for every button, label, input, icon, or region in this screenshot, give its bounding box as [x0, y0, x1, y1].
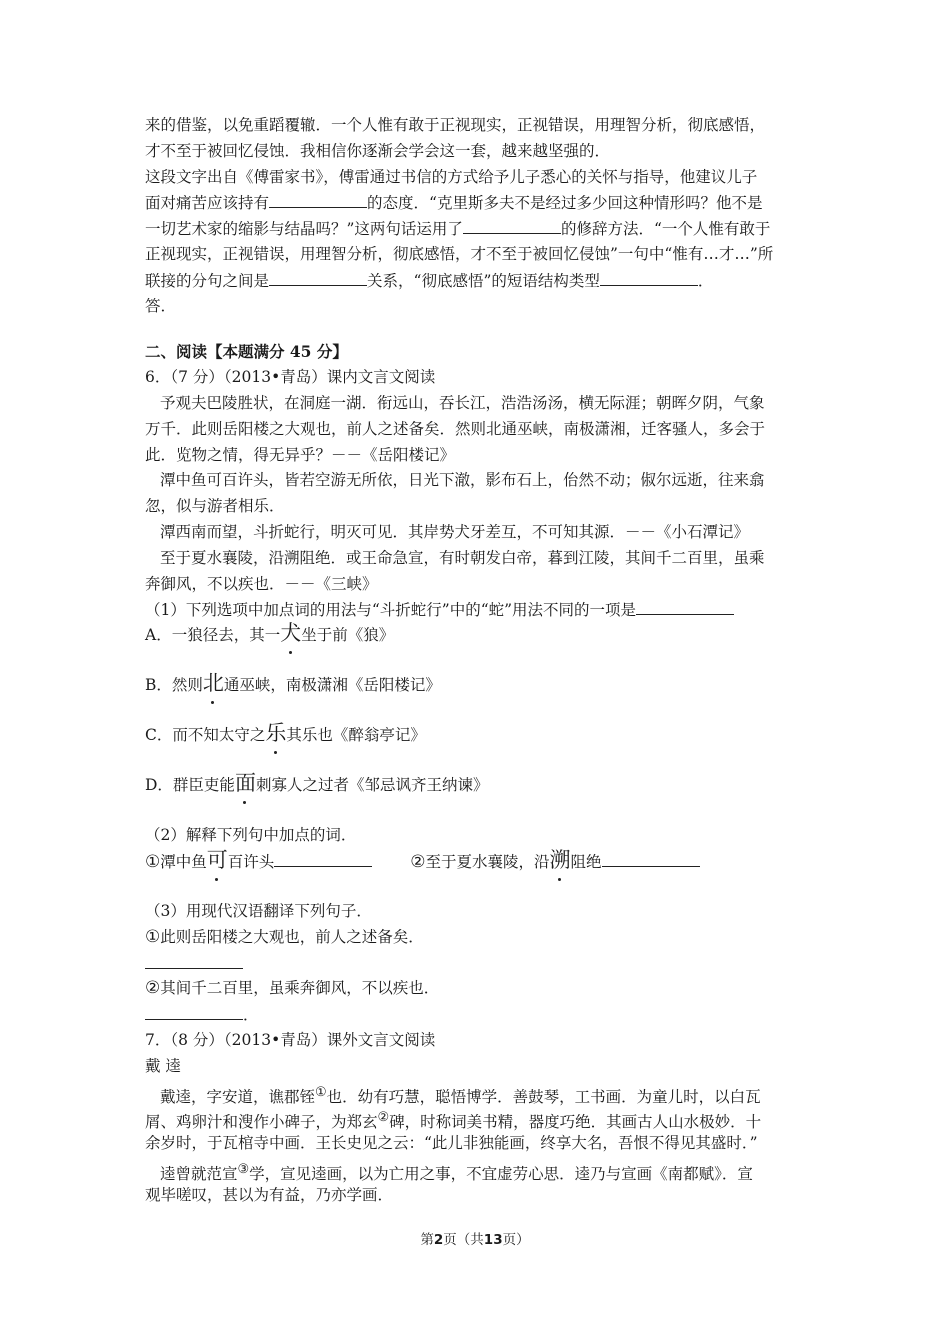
passage-title: 戴 逵 [145, 1056, 181, 1075]
passage-line: 忽，似与游者相乐． [145, 497, 285, 516]
option-text: 其乐也《醉翁亭记》 [286, 726, 426, 745]
question-6-header: 6．（7 分）（2013•青岛）课内文言文阅读 [145, 368, 436, 387]
footnote-marker: ② [377, 1110, 390, 1126]
option-text: C．而不知太守之 [145, 726, 266, 745]
passage-line: 予观夫巴陵胜状，在洞庭一湖．衔远山，吞长江，浩浩汤汤，横无际涯；朝晖夕阴，气象 [160, 393, 765, 412]
subquestion-3: （3）用现代汉语翻译下列句子． [145, 901, 372, 920]
dotted-word-text: 犬 [280, 621, 302, 646]
dotted-word-text: 乐 [265, 721, 287, 746]
dotted-word-text: 溯 [549, 847, 571, 872]
text: 面对痛苦应该持有 [145, 194, 270, 213]
footer-text: 页） [502, 1232, 530, 1248]
dotted-word-text: 面 [234, 771, 256, 796]
dotted-word [549, 847, 571, 872]
text: 联接的分句之间是 [145, 271, 270, 290]
option-text: 通巫峡，南极潇湘《岳阳楼记》 [223, 676, 441, 695]
text: 关系，“彻底感悟”的短语结构类型 [367, 271, 600, 290]
intro-line: 正视现实，正视错误，用理智分析，彻底感悟，才不至于被回忆侵蚀”一句中“惟有…才…”所 [145, 244, 774, 263]
dotted-word [235, 773, 256, 794]
answer-blank [145, 951, 243, 969]
text: 学，宣见逵画，以为亡用之事，不宜虚劳心思．逵乃与宣画《南都赋》．宣 [249, 1165, 753, 1184]
question-7-header: 7．（8 分）（2013•青岛）课外文言文阅读 [145, 1030, 436, 1049]
page-footer [0, 1228, 950, 1248]
emphasis-dot [289, 651, 292, 654]
intro-line [145, 216, 813, 242]
answer-line [145, 1002, 813, 1028]
footnote-marker: ① [315, 1084, 327, 1100]
text: 屑、鸡卵汁和溲作小碑子，为郑玄 [145, 1113, 378, 1132]
translate-item-1 [145, 925, 813, 951]
text: 逵曾就范宣 [160, 1165, 238, 1184]
passage-line: 潭西南而望，斗折蛇行，明灭可见．其岸势犬牙差互，不可知其源．－－《小石潭记》 [160, 522, 750, 541]
text: ． [697, 271, 714, 290]
text: 碑，时称词美书精，器度巧绝．其画古人山水极妙．十 [389, 1113, 762, 1132]
dotted-word [206, 847, 228, 872]
subquestion-2: （2）解释下列句中加点的词． [145, 826, 357, 845]
page-content [145, 113, 813, 1209]
text: 的修辞方法．“一个人惟有敢于 [560, 220, 771, 239]
answer-blank [602, 849, 700, 867]
text: 一切艺术家的缩影与结晶吗？”这两句话运用了 [145, 220, 463, 239]
dotted-word [203, 673, 224, 694]
text: 其间千二百里，虽乘奔御风，不以疾也． [160, 979, 440, 998]
intro-line: 来的借鉴，以免重蹈覆辙．一个人惟有敢于正视现实，正视错误，用理智分析，彻底感悟， [145, 116, 766, 134]
option-text: A．一狼径去，其一 [145, 626, 281, 645]
text: 的态度．“克里斯多夫不是经过多少回这种情形吗？他不是 [367, 194, 763, 213]
text: 至于夏水襄陵，沿 [425, 852, 550, 871]
intro-line: 这段文字出自《傅雷家书》，傅雷通过书信的方式给予儿子悉心的关怀与指导，他建议儿子 [145, 167, 758, 186]
circled-number: ② [410, 851, 426, 872]
answer-blank [145, 1002, 243, 1020]
emphasis-dot [211, 701, 214, 704]
intro-line: 才不至于被回忆侵蚀．我相信你逐渐会学会这一套，越来越坚强的． [145, 141, 611, 160]
subquestion-1 [145, 597, 813, 623]
emphasis-dot [215, 878, 218, 881]
option-text: B．然则 [145, 676, 203, 695]
text: 也．幼有巧慧，聪悟博学．善鼓琴，工书画．为童儿时，以白瓦 [326, 1087, 761, 1106]
answer-blank [274, 849, 372, 867]
passage-line [145, 1105, 813, 1131]
passage-line: 此．览物之情，得无异乎？－－《岳阳楼记》 [145, 445, 456, 464]
passage-line: 观毕嗟叹，甚以为有益，乃亦学画． [145, 1185, 394, 1204]
passage-line [145, 1080, 813, 1106]
option-text: D．群臣吏能 [145, 776, 235, 795]
subquestion-2-items [145, 849, 813, 899]
text: 此则岳阳楼之大观也，前人之述备矣． [160, 927, 424, 946]
text: 阻绝 [570, 852, 602, 871]
intro-line [145, 190, 813, 216]
passage-line: 潭中鱼可百许头，皆若空游无所依，日光下澈，影布石上，佁然不动；俶尔远逝，往来翕 [160, 471, 765, 490]
answer-line [145, 951, 813, 977]
circled-number: ① [145, 926, 161, 947]
option-text: 坐于前《狼》 [301, 626, 395, 645]
answer-blank [636, 597, 734, 615]
emphasis-dot [558, 878, 561, 881]
answer-label: 答． [145, 296, 177, 315]
section-title: 二、阅读【本题满分 45 分】 [145, 342, 348, 362]
answer-blank [269, 268, 367, 286]
dotted-word-text: 北 [202, 671, 224, 696]
dotted-word [280, 623, 301, 644]
passage-line: 奔御风，不以疾也．－－《三峡》 [145, 574, 378, 593]
text: 潭中鱼 [160, 852, 207, 871]
passage-line: 万千．此则岳阳楼之大观也，前人之述备矣．然则北通巫峡，南极潇湘，迁客骚人，多会于 [145, 419, 766, 438]
page-number: 2 [433, 1232, 444, 1248]
passage-line: 至于夏水襄陵，沿溯阻绝．或王命急宣，有时朝发白帝，暮到江陵，其间千二百里，虽乘 [160, 548, 765, 567]
dotted-word [265, 723, 286, 744]
option-text: 刺寡人之过者《邹忌讽齐王纳谏》 [255, 776, 489, 795]
option-a [145, 623, 813, 673]
footer-text: 第 [420, 1232, 434, 1248]
option-b [145, 673, 813, 723]
emphasis-dot [274, 751, 277, 754]
footnote-marker: ③ [237, 1161, 250, 1177]
passage-line: 余岁时，于瓦棺寺中画．王长史见之云：“此儿非独能画，终享大名，吾恨不得见其盛时．” [145, 1134, 758, 1153]
answer-blank [600, 268, 698, 286]
translate-item-2 [145, 976, 813, 1002]
dotted-word-text: 可 [206, 847, 228, 872]
circled-number: ① [145, 851, 161, 872]
answer-blank [463, 216, 561, 234]
option-c [145, 723, 813, 773]
total-pages: 13 [483, 1232, 503, 1248]
intro-line [145, 268, 813, 294]
text: ． [243, 1006, 259, 1025]
circled-number: ② [145, 978, 161, 999]
text: （1）下列选项中加点词的用法与“斗折蛇行”中的“蛇”用法不同的一项是 [145, 601, 637, 620]
text: 戴逵，字安道，谯郡铚 [160, 1087, 316, 1106]
text: 百许头 [227, 852, 275, 871]
passage-line [145, 1157, 813, 1183]
footer-text: 页（共 [443, 1232, 484, 1248]
emphasis-dot [243, 801, 246, 804]
answer-blank [269, 190, 367, 208]
option-d [145, 773, 813, 823]
